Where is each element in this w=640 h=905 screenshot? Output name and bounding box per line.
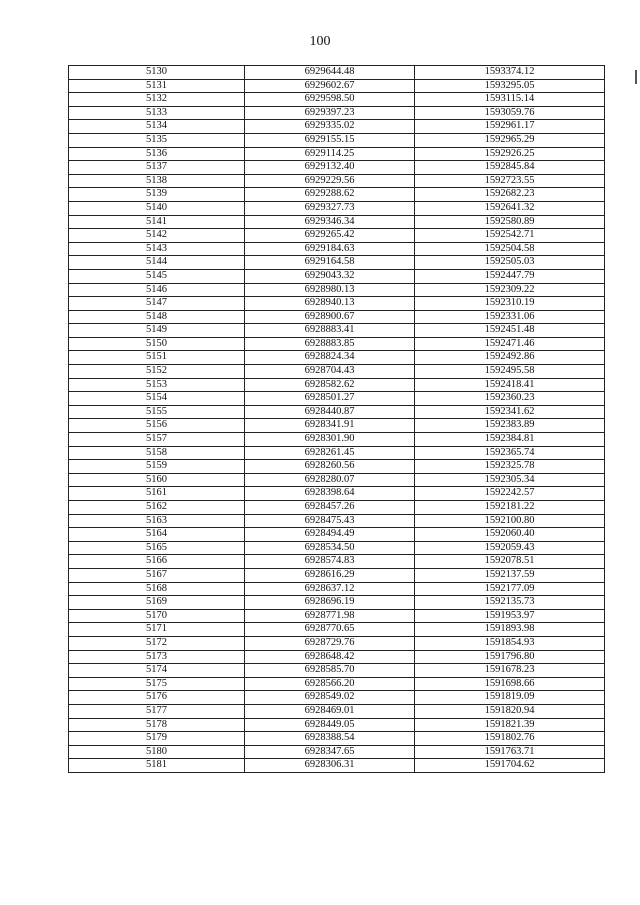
table-row [69, 650, 605, 664]
point-number-cell: 5171 [69, 623, 245, 637]
x-coordinate-cell: 6928637.12 [245, 582, 415, 596]
table-row [69, 283, 605, 297]
point-number-cell: 5147 [69, 297, 245, 311]
point-number-cell: 5155 [69, 405, 245, 419]
x-coordinate-cell: 6929602.67 [245, 79, 415, 93]
x-coordinate-cell: 6928648.42 [245, 650, 415, 664]
table-row [69, 297, 605, 311]
point-number-cell: 5153 [69, 378, 245, 392]
x-coordinate-cell: 6928469.01 [245, 704, 415, 718]
table-row [69, 256, 605, 270]
page-number: 100 [309, 34, 331, 49]
y-coordinate-cell: 1592926.25 [415, 147, 605, 161]
table-row [69, 66, 605, 80]
x-coordinate-cell: 6928341.91 [245, 419, 415, 433]
table-row [69, 636, 605, 650]
y-coordinate-cell: 1592384.81 [415, 433, 605, 447]
table-row [69, 514, 605, 528]
y-coordinate-cell: 1591893.98 [415, 623, 605, 637]
y-coordinate-cell: 1592447.79 [415, 269, 605, 283]
table-row [69, 269, 605, 283]
x-coordinate-cell: 6929229.56 [245, 174, 415, 188]
point-number-cell: 5180 [69, 745, 245, 759]
y-coordinate-cell: 1591698.66 [415, 677, 605, 691]
x-coordinate-cell: 6928883.41 [245, 324, 415, 338]
coordinates-table-body [69, 66, 605, 773]
x-coordinate-cell: 6928449.05 [245, 718, 415, 732]
table-row [69, 378, 605, 392]
y-coordinate-cell: 1593374.12 [415, 66, 605, 80]
x-coordinate-cell: 6929265.42 [245, 229, 415, 243]
y-coordinate-cell: 1592542.71 [415, 229, 605, 243]
table-row [69, 229, 605, 243]
table-row [69, 664, 605, 678]
y-coordinate-cell: 1592965.29 [415, 133, 605, 147]
y-coordinate-cell: 1591763.71 [415, 745, 605, 759]
point-number-cell: 5141 [69, 215, 245, 229]
y-coordinate-cell: 1592365.74 [415, 446, 605, 460]
x-coordinate-cell: 6928574.83 [245, 555, 415, 569]
point-number-cell: 5159 [69, 460, 245, 474]
y-coordinate-cell: 1591819.09 [415, 691, 605, 705]
table-row [69, 691, 605, 705]
point-number-cell: 5154 [69, 392, 245, 406]
y-coordinate-cell: 1592177.09 [415, 582, 605, 596]
table-row [69, 161, 605, 175]
x-coordinate-cell: 6928729.76 [245, 636, 415, 650]
y-coordinate-cell: 1592492.86 [415, 351, 605, 365]
table-row [69, 704, 605, 718]
y-coordinate-cell: 1592137.59 [415, 568, 605, 582]
x-coordinate-cell: 6928771.98 [245, 609, 415, 623]
point-number-cell: 5164 [69, 528, 245, 542]
table-row [69, 147, 605, 161]
x-coordinate-cell: 6928534.50 [245, 541, 415, 555]
y-coordinate-cell: 1592100.80 [415, 514, 605, 528]
x-coordinate-cell: 6928494.49 [245, 528, 415, 542]
x-coordinate-cell: 6928475.43 [245, 514, 415, 528]
point-number-cell: 5133 [69, 106, 245, 120]
x-coordinate-cell: 6929288.62 [245, 188, 415, 202]
x-coordinate-cell: 6929114.25 [245, 147, 415, 161]
table-row [69, 623, 605, 637]
x-coordinate-cell: 6928616.29 [245, 568, 415, 582]
point-number-cell: 5168 [69, 582, 245, 596]
x-coordinate-cell: 6929155.15 [245, 133, 415, 147]
table-row [69, 501, 605, 515]
table-row [69, 392, 605, 406]
x-coordinate-cell: 6928824.34 [245, 351, 415, 365]
y-coordinate-cell: 1593115.14 [415, 93, 605, 107]
x-coordinate-cell: 6928388.54 [245, 732, 415, 746]
y-coordinate-cell: 1592325.78 [415, 460, 605, 474]
table-row [69, 79, 605, 93]
table-row [69, 677, 605, 691]
point-number-cell: 5176 [69, 691, 245, 705]
table-row [69, 188, 605, 202]
y-coordinate-cell: 1591704.62 [415, 759, 605, 773]
y-coordinate-cell: 1593295.05 [415, 79, 605, 93]
point-number-cell: 5170 [69, 609, 245, 623]
y-coordinate-cell: 1592060.40 [415, 528, 605, 542]
y-coordinate-cell: 1592181.22 [415, 501, 605, 515]
y-coordinate-cell: 1592418.41 [415, 378, 605, 392]
table-row [69, 446, 605, 460]
x-coordinate-cell: 6929598.50 [245, 93, 415, 107]
table-row [69, 609, 605, 623]
point-number-cell: 5149 [69, 324, 245, 338]
y-coordinate-cell: 1592961.17 [415, 120, 605, 134]
table-row [69, 351, 605, 365]
point-number-cell: 5135 [69, 133, 245, 147]
y-coordinate-cell: 1592360.23 [415, 392, 605, 406]
point-number-cell: 5181 [69, 759, 245, 773]
x-coordinate-cell: 6928347.65 [245, 745, 415, 759]
table-row [69, 120, 605, 134]
point-number-cell: 5134 [69, 120, 245, 134]
x-coordinate-cell: 6928301.90 [245, 433, 415, 447]
x-coordinate-cell: 6929397.23 [245, 106, 415, 120]
table-row [69, 324, 605, 338]
point-number-cell: 5132 [69, 93, 245, 107]
table-row [69, 215, 605, 229]
point-number-cell: 5137 [69, 161, 245, 175]
y-coordinate-cell: 1592383.89 [415, 419, 605, 433]
table-row [69, 487, 605, 501]
y-coordinate-cell: 1591796.80 [415, 650, 605, 664]
x-coordinate-cell: 6928566.20 [245, 677, 415, 691]
table-row [69, 310, 605, 324]
y-coordinate-cell: 1592504.58 [415, 242, 605, 256]
y-coordinate-cell: 1592451.48 [415, 324, 605, 338]
table-row [69, 460, 605, 474]
y-coordinate-cell: 1592471.46 [415, 337, 605, 351]
y-coordinate-cell: 1592331.06 [415, 310, 605, 324]
x-coordinate-cell: 6929335.02 [245, 120, 415, 134]
x-coordinate-cell: 6929164.58 [245, 256, 415, 270]
point-number-cell: 5166 [69, 555, 245, 569]
table-row [69, 133, 605, 147]
scan-edge-mark [635, 70, 637, 84]
x-coordinate-cell: 6928980.13 [245, 283, 415, 297]
table-row [69, 242, 605, 256]
point-number-cell: 5140 [69, 201, 245, 215]
point-number-cell: 5143 [69, 242, 245, 256]
x-coordinate-cell: 6929327.73 [245, 201, 415, 215]
x-coordinate-cell: 6928900.67 [245, 310, 415, 324]
y-coordinate-cell: 1592505.03 [415, 256, 605, 270]
table-row [69, 365, 605, 379]
point-number-cell: 5150 [69, 337, 245, 351]
point-number-cell: 5169 [69, 596, 245, 610]
point-number-cell: 5165 [69, 541, 245, 555]
y-coordinate-cell: 1591820.94 [415, 704, 605, 718]
point-number-cell: 5148 [69, 310, 245, 324]
point-number-cell: 5151 [69, 351, 245, 365]
y-coordinate-cell: 1593059.76 [415, 106, 605, 120]
x-coordinate-cell: 6928501.27 [245, 392, 415, 406]
x-coordinate-cell: 6928585.70 [245, 664, 415, 678]
y-coordinate-cell: 1592078.51 [415, 555, 605, 569]
table-row [69, 596, 605, 610]
x-coordinate-cell: 6928696.19 [245, 596, 415, 610]
y-coordinate-cell: 1592580.89 [415, 215, 605, 229]
point-number-cell: 5167 [69, 568, 245, 582]
table-row [69, 106, 605, 120]
point-number-cell: 5161 [69, 487, 245, 501]
table-row [69, 759, 605, 773]
table-row [69, 201, 605, 215]
y-coordinate-cell: 1592242.57 [415, 487, 605, 501]
y-coordinate-cell: 1591953.97 [415, 609, 605, 623]
y-coordinate-cell: 1592135.73 [415, 596, 605, 610]
point-number-cell: 5179 [69, 732, 245, 746]
x-coordinate-cell: 6928457.26 [245, 501, 415, 515]
point-number-cell: 5173 [69, 650, 245, 664]
x-coordinate-cell: 6929132.40 [245, 161, 415, 175]
point-number-cell: 5163 [69, 514, 245, 528]
x-coordinate-cell: 6929346.34 [245, 215, 415, 229]
point-number-cell: 5175 [69, 677, 245, 691]
y-coordinate-cell: 1591821.39 [415, 718, 605, 732]
table-row [69, 174, 605, 188]
table-row [69, 555, 605, 569]
table-row [69, 732, 605, 746]
x-coordinate-cell: 6928770.65 [245, 623, 415, 637]
point-number-cell: 5178 [69, 718, 245, 732]
x-coordinate-cell: 6929043.32 [245, 269, 415, 283]
x-coordinate-cell: 6928261.45 [245, 446, 415, 460]
coordinates-table [68, 65, 605, 773]
table-row [69, 541, 605, 555]
point-number-cell: 5177 [69, 704, 245, 718]
point-number-cell: 5131 [69, 79, 245, 93]
x-coordinate-cell: 6928280.07 [245, 473, 415, 487]
x-coordinate-cell: 6928582.62 [245, 378, 415, 392]
y-coordinate-cell: 1591678.23 [415, 664, 605, 678]
y-coordinate-cell: 1591854.93 [415, 636, 605, 650]
point-number-cell: 5142 [69, 229, 245, 243]
table-row [69, 93, 605, 107]
point-number-cell: 5146 [69, 283, 245, 297]
table-row [69, 433, 605, 447]
x-coordinate-cell: 6928440.87 [245, 405, 415, 419]
y-coordinate-cell: 1592845.84 [415, 161, 605, 175]
point-number-cell: 5144 [69, 256, 245, 270]
x-coordinate-cell: 6928549.02 [245, 691, 415, 705]
point-number-cell: 5174 [69, 664, 245, 678]
y-coordinate-cell: 1592723.55 [415, 174, 605, 188]
point-number-cell: 5162 [69, 501, 245, 515]
y-coordinate-cell: 1592305.34 [415, 473, 605, 487]
x-coordinate-cell: 6928260.56 [245, 460, 415, 474]
table-row [69, 568, 605, 582]
table-row [69, 337, 605, 351]
table-row [69, 419, 605, 433]
point-number-cell: 5139 [69, 188, 245, 202]
y-coordinate-cell: 1592059.43 [415, 541, 605, 555]
y-coordinate-cell: 1592310.19 [415, 297, 605, 311]
y-coordinate-cell: 1592309.22 [415, 283, 605, 297]
point-number-cell: 5172 [69, 636, 245, 650]
x-coordinate-cell: 6928883.85 [245, 337, 415, 351]
y-coordinate-cell: 1592341.62 [415, 405, 605, 419]
point-number-cell: 5152 [69, 365, 245, 379]
table-row [69, 473, 605, 487]
table-row [69, 405, 605, 419]
x-coordinate-cell: 6929184.63 [245, 242, 415, 256]
table-row [69, 528, 605, 542]
x-coordinate-cell: 6928940.13 [245, 297, 415, 311]
point-number-cell: 5158 [69, 446, 245, 460]
point-number-cell: 5160 [69, 473, 245, 487]
point-number-cell: 5145 [69, 269, 245, 283]
point-number-cell: 5157 [69, 433, 245, 447]
y-coordinate-cell: 1591802.76 [415, 732, 605, 746]
y-coordinate-cell: 1592682.23 [415, 188, 605, 202]
y-coordinate-cell: 1592495.58 [415, 365, 605, 379]
point-number-cell: 5138 [69, 174, 245, 188]
x-coordinate-cell: 6928398.64 [245, 487, 415, 501]
point-number-cell: 5156 [69, 419, 245, 433]
x-coordinate-cell: 6928704.43 [245, 365, 415, 379]
y-coordinate-cell: 1592641.32 [415, 201, 605, 215]
table-row [69, 718, 605, 732]
x-coordinate-cell: 6929644.48 [245, 66, 415, 80]
x-coordinate-cell: 6928306.31 [245, 759, 415, 773]
table-row [69, 582, 605, 596]
point-number-cell: 5130 [69, 66, 245, 80]
point-number-cell: 5136 [69, 147, 245, 161]
table-row [69, 745, 605, 759]
